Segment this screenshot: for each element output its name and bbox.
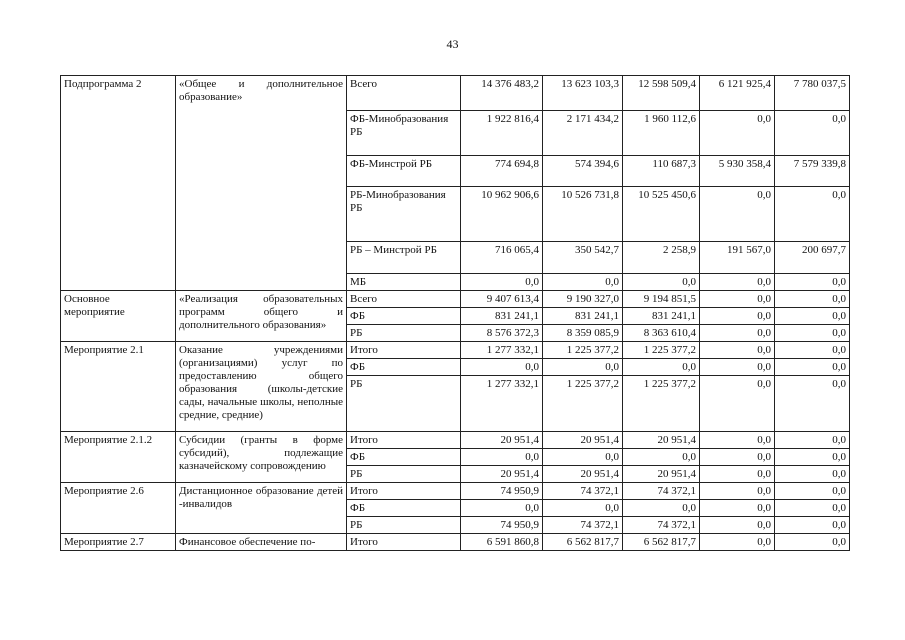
value-cell: 9 190 327,0 (543, 291, 623, 308)
value-cell: 74 372,1 (543, 483, 623, 500)
value-cell: 20 951,4 (623, 466, 700, 483)
funding-source: ФБ-Минобразования РБ (347, 111, 461, 156)
value-cell: 0,0 (700, 342, 775, 359)
budget-table (60, 75, 850, 551)
value-cell: 0,0 (775, 342, 850, 359)
value-cell: 0,0 (700, 466, 775, 483)
value-cell: 5 930 358,4 (700, 156, 775, 187)
funding-source: РБ (347, 325, 461, 342)
value-cell: 8 576 372,3 (461, 325, 543, 342)
funding-source: ФБ (347, 449, 461, 466)
value-cell: 7 780 037,5 (775, 76, 850, 111)
value-cell: 20 951,4 (543, 466, 623, 483)
value-cell: 0,0 (700, 111, 775, 156)
value-cell: 20 951,4 (461, 432, 543, 449)
value-cell: 0,0 (461, 449, 543, 466)
value-cell: 1 225 377,2 (543, 376, 623, 432)
value-cell: 20 951,4 (623, 432, 700, 449)
program-name: Подпрограмма 2 (61, 76, 176, 291)
value-cell: 20 951,4 (461, 466, 543, 483)
value-cell: 774 694,8 (461, 156, 543, 187)
value-cell: 0,0 (623, 274, 700, 291)
page-number: 43 (446, 37, 459, 51)
value-cell: 0,0 (775, 274, 850, 291)
table-row (61, 291, 850, 308)
funding-source: ФБ (347, 500, 461, 517)
funding-source: Итого (347, 432, 461, 449)
value-cell: 0,0 (543, 500, 623, 517)
value-cell: 200 697,7 (775, 242, 850, 274)
activity-description: Субсидии (гранты в форме субсидий), подлежащие казначейскому сопровождению (176, 432, 347, 483)
value-cell: 0,0 (775, 466, 850, 483)
value-cell: 0,0 (461, 500, 543, 517)
value-cell: 0,0 (461, 359, 543, 376)
funding-source: ФБ (347, 308, 461, 325)
value-cell: 2 258,9 (623, 242, 700, 274)
value-cell: 716 065,4 (461, 242, 543, 274)
table-row (61, 534, 850, 551)
funding-source: РБ-Минобразования РБ (347, 187, 461, 242)
value-cell: 191 567,0 (700, 242, 775, 274)
value-cell: 7 579 339,8 (775, 156, 850, 187)
activity-description: Дистанционное образование детей -инвалидов (176, 483, 347, 534)
funding-source: Всего (347, 76, 461, 111)
value-cell: 8 363 610,4 (623, 325, 700, 342)
value-cell: 0,0 (775, 325, 850, 342)
activity-name: Мероприятие 2.1.2 (61, 432, 176, 483)
value-cell: 6 562 817,7 (543, 534, 623, 551)
value-cell: 0,0 (775, 517, 850, 534)
value-cell: 0,0 (700, 517, 775, 534)
value-cell: 0,0 (775, 359, 850, 376)
funding-source: РБ – Минстрой РБ (347, 242, 461, 274)
value-cell: 74 372,1 (623, 483, 700, 500)
value-cell: 14 376 483,2 (461, 76, 543, 111)
funding-source: ФБ-Минстрой РБ (347, 156, 461, 187)
value-cell: 0,0 (775, 483, 850, 500)
value-cell: 1 960 112,6 (623, 111, 700, 156)
value-cell: 1 225 377,2 (623, 376, 700, 432)
value-cell: 9 407 613,4 (461, 291, 543, 308)
value-cell: 0,0 (775, 432, 850, 449)
value-cell: 0,0 (775, 500, 850, 517)
funding-source: РБ (347, 376, 461, 432)
value-cell: 8 359 085,9 (543, 325, 623, 342)
value-cell: 0,0 (623, 500, 700, 517)
funding-source: РБ (347, 466, 461, 483)
value-cell: 0,0 (543, 359, 623, 376)
funding-source: РБ (347, 517, 461, 534)
value-cell: 350 542,7 (543, 242, 623, 274)
value-cell: 0,0 (700, 308, 775, 325)
activity-name: Основное мероприятие (61, 291, 176, 342)
activity-name: Мероприятие 2.7 (61, 534, 176, 551)
value-cell: 0,0 (700, 483, 775, 500)
activity-description: «Реализация образовательных программ общего и дополнительного образования» (176, 291, 347, 342)
funding-source: Итого (347, 342, 461, 359)
value-cell: 0,0 (775, 111, 850, 156)
value-cell: 74 372,1 (543, 517, 623, 534)
value-cell: 0,0 (461, 274, 543, 291)
value-cell: 831 241,1 (623, 308, 700, 325)
value-cell: 0,0 (543, 449, 623, 466)
value-cell: 0,0 (700, 500, 775, 517)
value-cell: 12 598 509,4 (623, 76, 700, 111)
value-cell: 2 171 434,2 (543, 111, 623, 156)
funding-source: ФБ (347, 359, 461, 376)
value-cell: 0,0 (775, 187, 850, 242)
value-cell: 10 526 731,8 (543, 187, 623, 242)
value-cell: 0,0 (775, 291, 850, 308)
value-cell: 0,0 (775, 449, 850, 466)
program-description: «Общее и дополнительное образование» (176, 76, 347, 291)
funding-source: Итого (347, 483, 461, 500)
value-cell: 0,0 (700, 325, 775, 342)
value-cell: 74 372,1 (623, 517, 700, 534)
value-cell: 6 591 860,8 (461, 534, 543, 551)
value-cell: 0,0 (700, 359, 775, 376)
value-cell: 9 194 851,5 (623, 291, 700, 308)
value-cell: 6 121 925,4 (700, 76, 775, 111)
value-cell: 0,0 (775, 534, 850, 551)
value-cell: 0,0 (543, 274, 623, 291)
value-cell: 0,0 (700, 376, 775, 432)
value-cell: 10 962 906,6 (461, 187, 543, 242)
funding-source: Итого (347, 534, 461, 551)
value-cell: 20 951,4 (543, 432, 623, 449)
value-cell: 0,0 (623, 359, 700, 376)
value-cell: 0,0 (700, 187, 775, 242)
activity-name: Мероприятие 2.6 (61, 483, 176, 534)
value-cell: 1 277 332,1 (461, 376, 543, 432)
table-row (61, 432, 850, 449)
value-cell: 110 687,3 (623, 156, 700, 187)
value-cell: 10 525 450,6 (623, 187, 700, 242)
value-cell: 0,0 (775, 376, 850, 432)
value-cell: 574 394,6 (543, 156, 623, 187)
value-cell: 74 950,9 (461, 517, 543, 534)
table-row (61, 76, 850, 111)
value-cell: 1 922 816,4 (461, 111, 543, 156)
value-cell: 0,0 (700, 449, 775, 466)
funding-source: МБ (347, 274, 461, 291)
value-cell: 0,0 (775, 308, 850, 325)
value-cell: 0,0 (700, 534, 775, 551)
value-cell: 1 225 377,2 (543, 342, 623, 359)
funding-source: Всего (347, 291, 461, 308)
value-cell: 831 241,1 (461, 308, 543, 325)
value-cell: 0,0 (700, 432, 775, 449)
value-cell: 831 241,1 (543, 308, 623, 325)
table-row (61, 342, 850, 359)
value-cell: 0,0 (700, 291, 775, 308)
value-cell: 0,0 (700, 274, 775, 291)
value-cell: 1 277 332,1 (461, 342, 543, 359)
activity-description: Финансовое обеспечение по- (176, 534, 347, 551)
activity-description: Оказание учреждениями (организациями) услуг по предоставлению общего образования (школы-детские сады, начальные школы, неполные средние, средние) (176, 342, 347, 432)
activity-name: Мероприятие 2.1 (61, 342, 176, 432)
value-cell: 13 623 103,3 (543, 76, 623, 111)
table-row (61, 483, 850, 500)
value-cell: 74 950,9 (461, 483, 543, 500)
value-cell: 0,0 (623, 449, 700, 466)
value-cell: 1 225 377,2 (623, 342, 700, 359)
value-cell: 6 562 817,7 (623, 534, 700, 551)
